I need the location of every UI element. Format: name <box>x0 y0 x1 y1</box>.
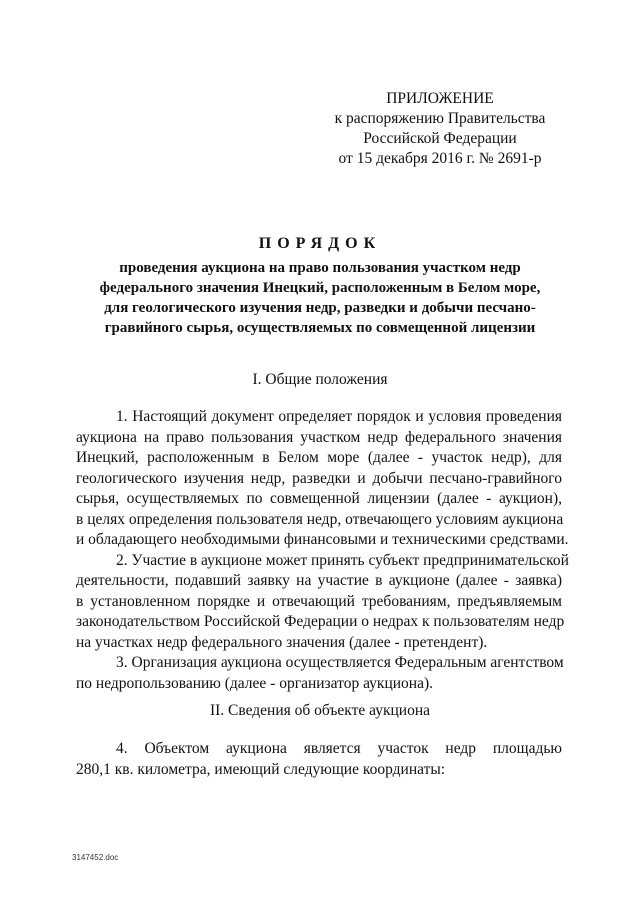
file-name-footer: 3147452.doc <box>72 853 119 862</box>
paragraph-4-line: 280,1 кв. километра, имеющий следующие координаты: <box>76 760 446 778</box>
appendix-reference: к распоряжению Правительства <box>334 110 546 127</box>
appendix-title: ПРИЛОЖЕНИЕ <box>386 90 494 107</box>
section-general-body <box>76 407 569 694</box>
subtitle-line: федерального значения Инецкий, расположенным в Белом море, <box>99 280 541 296</box>
subtitle-line: гравийного сырья, осуществляемых по совмещенной лицензии <box>104 320 536 336</box>
section-heading-general: I. Общие положения <box>252 371 388 388</box>
paragraph-1-line: и обладающего необходимыми финансовыми и техническими средствами. <box>76 531 569 548</box>
document-title: ПОРЯДОК <box>258 235 382 252</box>
paragraph-1-line: Инецкий, расположенным в Белом море (далее - участок недр), для <box>76 449 562 466</box>
paragraph-3-line: 3. Организация аукциона осуществляется Федеральным агентством <box>116 654 564 671</box>
paragraph-1-line: 1. Настоящий документ определяет порядок и условия проведения <box>116 408 562 425</box>
appendix-government: Российской Федерации <box>363 130 517 147</box>
paragraph-2-line: законодательством Российской Федерации о недрах к пользователям недр <box>76 613 565 630</box>
paragraph-1-line: сырья, осуществляемых по совмещенной лицензии (далее - аукцион), <box>76 490 562 507</box>
paragraph-2-line: деятельности, подавший заявку на участие в аукционе (далее - заявка) <box>76 572 562 589</box>
subtitle-line: для геологического изучения недр, разведки и добычи песчано- <box>104 300 536 316</box>
paragraph-1-line: в целях определения пользователя недр, отвечающего условиям аукциона <box>76 510 564 528</box>
paragraph-4-line: 4. Объектом аукциона является участок недр площадью <box>116 740 562 757</box>
paragraph-2-line: 2. Участие в аукционе может принять субъект предпринимательской <box>116 551 569 569</box>
section-heading-object: II. Сведения об объекте аукциона <box>209 702 431 719</box>
paragraph-1-line: геологического изучения недр, разведки и добычи песчано-гравийного <box>76 469 562 487</box>
subtitle-line: проведения аукциона на право пользования участком недр <box>119 260 521 276</box>
section-object-body <box>76 739 562 780</box>
appendix-block <box>320 89 560 169</box>
appendix-date-number: от 15 декабря 2016 г. № 2691-р <box>338 150 542 167</box>
paragraph-2-line: на участках недр федерального значения (далее - претендент). <box>76 633 488 651</box>
paragraph-1-line: аукциона на право пользования участком недр федерального значения <box>76 428 562 446</box>
paragraph-2-line: в установленном порядке и отвечающий требованиям, предъявляемым <box>76 592 562 610</box>
paragraph-3-line: по недропользованию (далее - организатор аукциона). <box>76 674 434 692</box>
document-subtitle <box>95 258 545 338</box>
